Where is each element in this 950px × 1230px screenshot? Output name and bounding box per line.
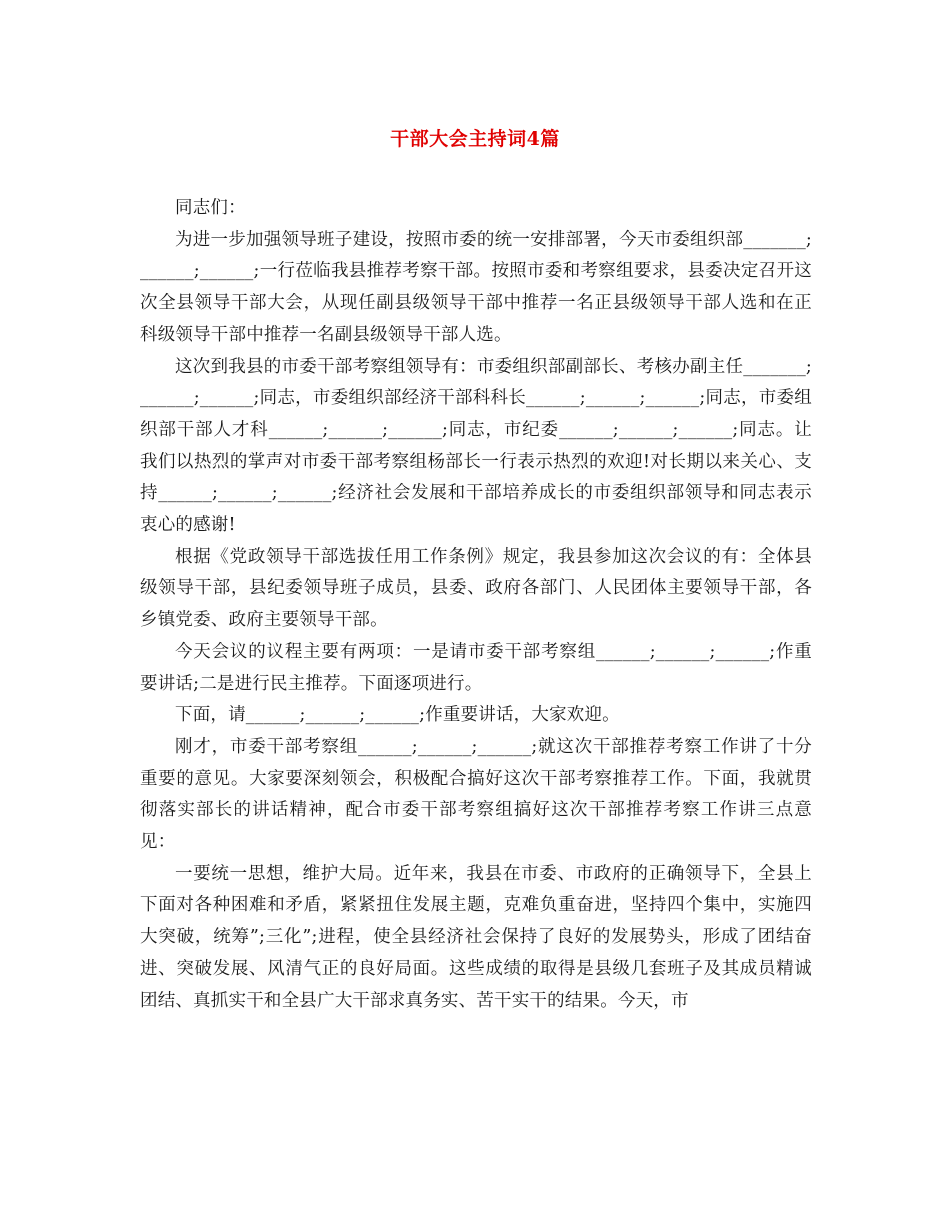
paragraph-greeting: 同志们： [175,198,246,218]
paragraph-point-one: 一要统一思想，维护大局。近年来，我县在市委、市政府的正确领导下，全县上下面对各种困难和矛盾，紧紧扭住发展主题，克难负重奋进，坚持四个集中，实施四大突破，统筹”;三化”;进程，使全县经济社会保持了良好的发展势头，形成了团结奋进、突破发展、风清气正的良好局面。这些成绩的取得是县级几套班子及其成员精诚团结、真抓实干和全县广大干部求真务实、苦干实干的结果。今天，市 [140,863,812,1011]
paragraph-attendees: 根据《党政领导干部选拔任用工作条例》规定，我县参加这次会议的有：全体县级领导干部，县纪委领导班子成员，县委、政府各部门、人民团体主要领导干部，各乡镇党委、政府主要领导干部。 [140,546,812,631]
paragraph-purpose: 为进一步加强领导班子建设，按照市委的统一安排部署，今天市委组织部_______;______;______;一行莅临我县推荐考察干部。按照市委和考察组要求，县委决定召开这次全县领导干部大会，从现任副县级领导干部中推荐一名正县级领导干部人选和在正科级领导干部中推荐一名副县级领导干部人选。 [140,229,812,345]
paragraph-invite-speech: 下面，请______;______;______;作重要讲话，大家欢迎。 [175,705,620,726]
paragraph-three-points: 刚才，市委干部考察组______;______;______;就这次干部推荐考察工作讲了十分重要的意见。大家要深刻领会，积极配合搞好这次干部考察推荐工作。下面，我就贯彻落实部长的讲话精神，配合市委干部考察组搞好这次干部推荐考察工作讲三点意见： [140,736,812,853]
document-body [140,193,812,1017]
document-title: 干部大会主持词4篇 [390,128,560,150]
paragraph-agenda: 今天会议的议程主要有两项：一是请市委干部考察组______;______;______;作重要讲话;二是进行民主推荐。下面逐项进行。 [140,641,812,694]
paragraph-inspection-team: 这次到我县的市委干部考察组领导有：市委组织部副部长、考核办副主任_______;______;______;同志，市委组织部经济干部科科长______;______;______;同志，市委组织部干部人才科______;______;______;同志，市纪委______;______;______;同志。让我们以热烈的掌声对市委干部考察组杨部长一行表示热烈的欢迎!对长期以来关心、支持______;______;______;经济社会发展和干部培养成长的市委组织部领导和同志表示衷心的感谢! [140,356,812,536]
